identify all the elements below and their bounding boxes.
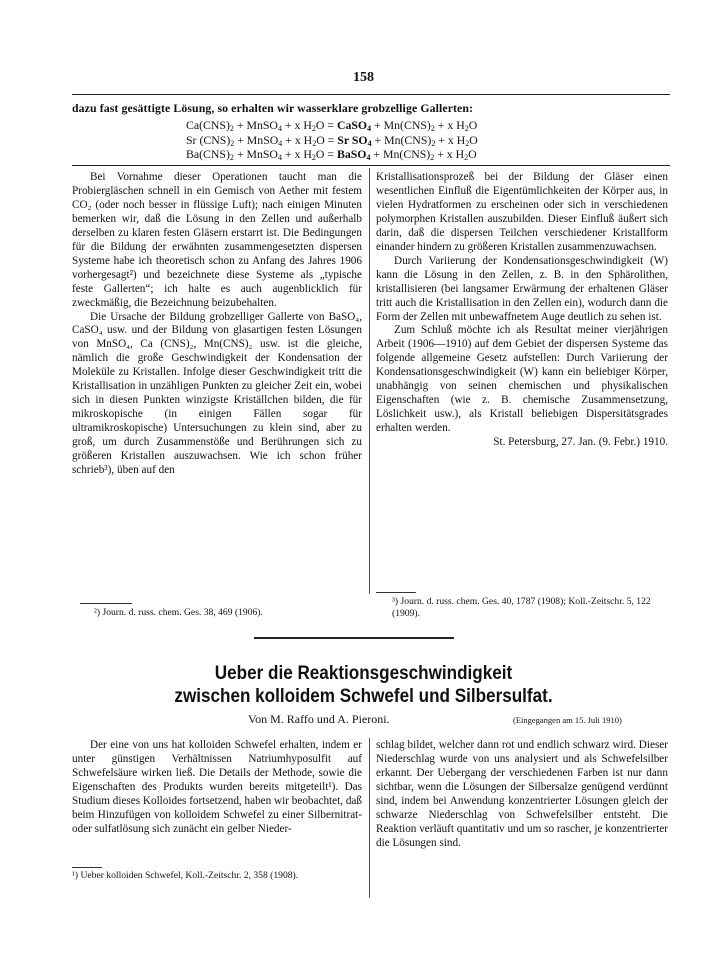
equation-block xyxy=(186,118,478,162)
column-divider xyxy=(369,738,370,898)
paragraph: Bei Vornahme dieser Operationen taucht man die Probiergläschen schnell in ein Gemisch von Aether mit festem CO₂ (oder noch besser in flüssige Luft); nach einigen Minuten bemerken wir, daß die Lösung in den Zellen und außerhalb derselben zu klaren festen Gläsern erstarrt ist. Die Bedingungen für die Bildung der erwähnten zusammengesetzten dispersen Systeme habe ich theoretisch schon zu Anfang des Jahres 1906 vorhergesagt²) und bezeichnete diese Systeme als „typische feste Gallerten“; ich halte es auch augenblicklich für zweckmäßig, die Bezeichnung beizubehalten. xyxy=(72,171,362,309)
equation-line: $Ba(CNS)_2$ + MnSO$_4$ + x $H_2O$ = BaSO$_4$ + $Mn(CNS)_2 + x$ $H_2O$ xyxy=(186,147,477,163)
footnote-rule xyxy=(72,867,102,868)
paragraph: schlag bildet, welcher dann rot und endlich schwarz wird. Dieser Niederschlag wurde von uns analysiert und als Schwefelsilber erkannt. Der Uebergang der verschiedenen Farben ist nur dann sichtbar, wenn die Lösungen der Silbersalze genügend verdünnt sind, indem bei Anwendung konzentrierter Lösungen gleich der schwarze Niederschlag von Schwefelsilber entsteht. Die Reaktion verläuft quantitativ und um so rascher, je konzentrierter die Lösungen sind. xyxy=(376,739,668,849)
footnote-left: ²) Journ. d. russ. chem. Ges. 38, 469 (1906). xyxy=(94,607,263,618)
authors: Von M. Raffo und A. Pieroni. xyxy=(248,712,390,726)
left-column xyxy=(72,171,362,478)
equation-line: $Ca(CNS)_2$ + MnSO$_4$ + x $H_2O$ = CaSO$_4$ + $Mn(CNS)_2 + x$ $H_2O$ xyxy=(186,118,478,133)
header-rule xyxy=(72,94,670,95)
paragraph: Zum Schluß möchte ich als Resultat meiner vierjährigen Arbeit (1906—1910) auf dem Gebiet der dispersen Systeme das folgende allgemeine Gesetz aufstellen: Durch Variierung der Kondensationsgeschwindigkeit (W) kann ein beliebiger Körper, unabhängig von seinen chemischen und physikalischen Eigenschaften (wie z. B. chemische Zusammensetzung, Löslichkeit usw.), als Kristall beliebigen Dispersitätsgrades erhalten werden. xyxy=(376,324,668,435)
top-section-rule xyxy=(72,165,670,166)
article-footnote: ¹) Ueber kolloiden Schwefel, Koll.-Zeitschr. 2, 358 (1908). xyxy=(72,870,299,881)
article-separator xyxy=(254,637,454,639)
intro-line: dazu fast gesättigte Lösung, so erhalten wir wasserklare grobzellige Gallerten: xyxy=(72,101,474,115)
paragraph: Kristallisationsprozeß bei der Bildung der Gläser einen wesentlichen Einfluß die Eigentümlichkeiten der Körper aus, in vielen Hydratformen zu erscheinen oder sich in verschiedenen polymorphen Kristallen auszubilden. Dieser Einfluß äußert sich darin, daß die dispersen Teilchen verschiedener Kristallform einander hindern zu größeren Kristallen zusammenzuwachsen. xyxy=(376,171,668,253)
equation-line: Sr $(CNS)_2$ + MnSO$_4$ + x $H_2O = Sr$ $SO_4 + Mn(CNS)_2 + x$ $H_2O$ xyxy=(186,132,478,148)
paragraph: Der eine von uns hat kolloiden Schwefel erhalten, indem er unter günstigen Verhältnissen Natriumhyposulfit auf Schwefelsäure wirken ließ. Die Details der Methode, sowie die Eigenschaften des Produkts wurden bereits mitgeteilt¹). Das Studium dieses Kolloides fortsetzend, haben wir beobachtet, daß beim Hinzufügen von kolloidem Schwefel zu einer Silbernitrat- oder sulfatlösung sich zunächt ein gelber Nieder- xyxy=(72,739,362,835)
article-title-line2: zwischen kolloidem Schwefel und Silbersulfat. xyxy=(174,686,553,707)
article-title: Ueber die Reaktionsgeschwindigkeit xyxy=(214,663,513,684)
footnote-rule xyxy=(376,592,416,593)
paragraph: Durch Variierung der Kondensationsgeschwindigkeit (W) kann die Lösung in den Zellen, z. B. in den Sphärolithen, kristallisieren (bei langsamer Erwärmung der erhaltenen Gläser tritt auch die Kristallisation in den Zellen ein), wodurch dann die Form der Zellen mit unbewaffnetem Auge deutlich zu sehen ist. xyxy=(376,254,668,323)
footnote-rule xyxy=(80,603,132,604)
footnote-right: ³) Journ. d. russ. chem. Ges. 40, 1787 (1908); Koll.-Zeitschr. 5, 122 (1909). xyxy=(392,596,651,619)
page-number: 158 xyxy=(353,70,374,85)
received-date: (Eingegangen am 15. Juli 1910) xyxy=(513,715,622,725)
article-right-column xyxy=(376,739,668,851)
column-divider xyxy=(369,168,370,594)
paragraph: Die Ursache der Bildung grobzelliger Gallerte von BaSO₄, CaSO₄ usw. und der Bildung von glasartigen festen Lösungen von MnSO₄, Ca (CNS)₂, Mn(CNS)₂ usw. ist die gleiche, nämlich die große Geschwindigkeit der Kondensation der Moleküle zu Kristallen. Infolge dieser Geschwindigkeit tritt die Kristallisation in unzähligen Punkten zu gleicher Zeit ein, wobei sich in diesen Punkten winzigste Kriställchen bilden, die für mikroskopische (in einigen Fällen sogar für ultramikroskopische) Untersuchungen zu klein sind, aber zu groß, um durch Zusammenstöße und Berührungen sich zu größeren Kristallen auszuwachsen. Wie ich schon früher schrieb³), üben auf den xyxy=(72,310,362,477)
dateline: St. Petersburg, 27. Jan. (9. Febr.) 1910. xyxy=(493,436,668,449)
right-column xyxy=(376,171,668,450)
article-left-column xyxy=(72,739,362,837)
